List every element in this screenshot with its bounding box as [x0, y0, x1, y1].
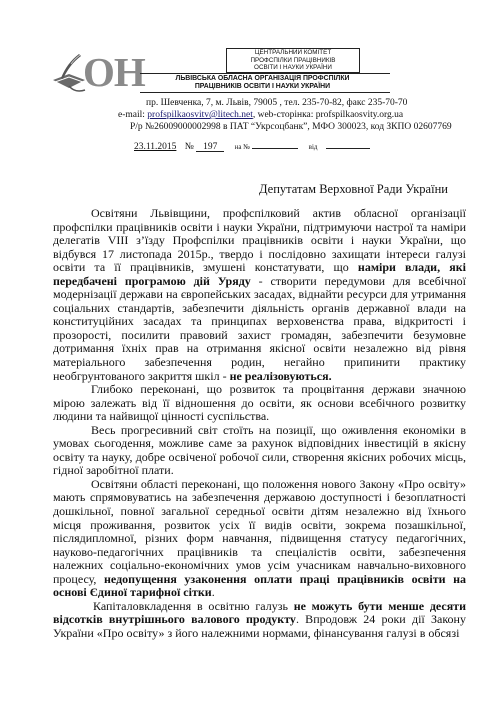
paragraph: Весь прогресивний світ стоїть на позиції, що оживлення економіки в умовах сьогодення, можливе саме за рахунок відповідних інвестицій в якісну освіту та науку, добре освіченої робочої сили, створення якісних робочих місць, гідної заробітної плати. [53, 422, 466, 478]
cc-line: ЦЕНТРАЛЬНИЙ КОМІТЕТ [254, 49, 332, 56]
email-prefix: e-mail: [118, 110, 148, 120]
email-line [118, 110, 403, 121]
reference-line [134, 139, 370, 153]
paragraph [53, 207, 466, 383]
on-number-label: на № [234, 143, 250, 151]
paragraph [53, 600, 466, 641]
logo-letters: ОН [83, 49, 145, 95]
central-committee-box [226, 48, 360, 73]
bold-span: не реалізовуються. [229, 368, 332, 383]
number-label: № [184, 142, 194, 152]
organization-title [145, 75, 380, 91]
header-rule-bottom [140, 92, 390, 93]
header-rule-top [140, 73, 390, 74]
from-date-blank [326, 139, 370, 149]
bold-span: не можуть бути менше десяти відсотків внутрішнього валового продукту [53, 598, 466, 627]
paragraph: Глибоко переконані, що розвиток та процвітання держави значною мірою залежать від її відношення до освіти, як основи всебічного розвитку людини та найвищої цінності суспільства. [53, 382, 466, 424]
text-span: Освітяни області переконані, що положення нового Закону «Про освіту» мають спрямовуватись на забезпечення державою доступності і безоплатності дошкільної, повної загальної середньої освіти дітям незалежно від їхнього місця проживання, розвиток усіх її видів освіти, зокрема позашкільної, післядипломної, різних форм навчання, підвищення статусу педагогічних, науково-педагогічних працівників та спеціалістів освіти, забезпечення належних соціально-економічних умов усім учасникам навчально-виховного процесу, [53, 476, 466, 586]
web-page: , web-сторінка: profspilkaosvity.org.ua [252, 110, 404, 120]
letter-body [53, 207, 466, 641]
text-span: Капіталовкладення в освітню галузь [93, 598, 294, 613]
cc-line: ПРОФСПІЛКИ ПРАЦІВНИКІВ [250, 56, 336, 64]
letter-number: 197 [196, 142, 224, 152]
union-logo [49, 49, 145, 95]
bank-line: Р/р №26009000002998 в ПАТ “Укрсоцбанк”, МФО 300023, код ЗКПО 02607769 [130, 122, 452, 132]
bold-span: недопущення узаконення оплати праці працівників освіти на основі Єдиної тарифної сітки [53, 571, 467, 600]
from-label: від [308, 143, 318, 151]
addressee: Депутатам Верховної Ради України [259, 182, 448, 196]
org-title-line: ЛЬВІВСЬКА ОБЛАСНА ОРГАНІЗАЦІЯ ПРОФСПІЛКИ [175, 75, 350, 82]
org-title-line: ПРАЦІВНИКІВ ОСВІТИ І НАУКИ УКРАЇНИ [194, 83, 331, 90]
address-line: пр. Шевченка, 7, м. Львів, 79005 , тел. 235-70-82, факс 235-70-70 [146, 98, 408, 108]
text-span: . Впродовж 24 роки дії Закону України «Про освіту» з його належними нормами, фінансування галузі в обсязі [53, 612, 466, 640]
on-number-blank [252, 139, 298, 149]
text-span: - створити передумови для всебічної модернізації держави на європейських засадах, віднайти ресурси для утримання соціальних стандартів, забезпечити діяльність органів державної влади на конституційних засадах та принципах верховенства права, відкритості і прозорості, посилити правовий захист громадян, забезпечити безумовне дотримання їхніх прав на отримання якісної освіти незалежно від рівня матеріального забезпечення родин, негайно припинити практику необгрунтованого закриття шкіл - [53, 273, 466, 383]
bold-span: наміри влади, які передбачені програмою дій Уряду [53, 260, 466, 288]
letter-date: 23.11.2015 [134, 142, 177, 152]
text-span: . [211, 585, 215, 600]
email-link[interactable]: profspilkaosvitv@litech.net [147, 110, 253, 120]
cc-line: ОСВІТИ І НАУКИ УКРАЇНИ [254, 64, 332, 72]
text-span: Освітяни Львівщини, профспілковий актив обласної організації профспілки працівників освіти і науки України, підтримуючи настрої та наміри делегатів VIII з’їзду Профспілки працівників освіти і науки України, що відбувся 17 листопада 2015р., твердо і послідовно захищати інтереси галузі освіти та її працівників, змушені констатувати, що [53, 206, 466, 275]
paragraph [53, 478, 466, 600]
